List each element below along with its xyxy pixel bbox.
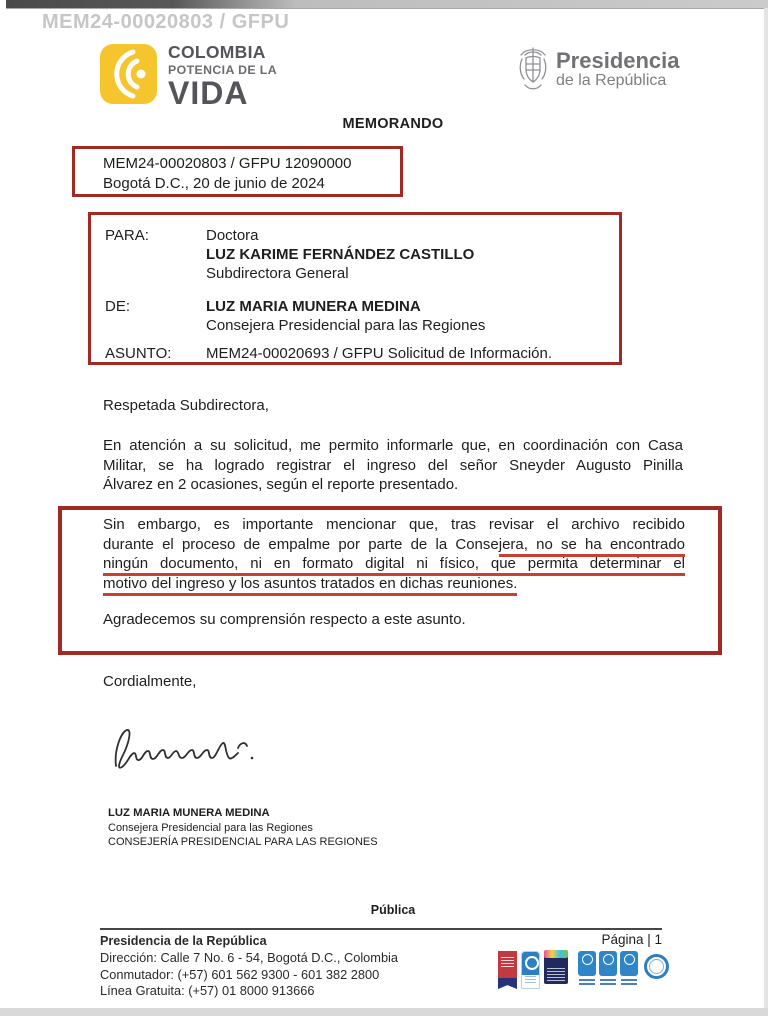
thanks-line: Agradecemos su comprensión respecto a este asunto.	[103, 611, 466, 628]
badge-icontec-cert-1	[578, 951, 596, 976]
de-label: DE:	[105, 298, 131, 315]
text-line: Militar, se ha logrado registrar el ingreso del señor Sneyder Augusto Pinilla	[103, 456, 683, 474]
colombia-logo	[100, 44, 277, 109]
red-underline: jera, no se ha encontrado	[499, 536, 685, 557]
footer-org: Presidencia de la República	[100, 934, 267, 948]
signer-office: CONSEJERÍA PRESIDENCIAL PARA LAS REGIONES	[108, 836, 378, 848]
colombia-word: COLOMBIA	[168, 42, 266, 62]
para-label: PARA:	[105, 227, 149, 244]
viewer-top-bar	[6, 0, 768, 9]
reference-number: MEM24-00020803 / GFPU 12090000	[103, 155, 352, 172]
signer-name: LUZ MARIA MUNERA MEDINA	[108, 807, 270, 819]
de-value	[206, 297, 619, 335]
colombia-logo-text	[168, 44, 277, 109]
highlight-annotation-box	[58, 506, 722, 655]
text-line: durante el proceso de empalme por parte de la Consejera, no se ha encontrado	[103, 535, 685, 555]
para-name: LUZ KARIME FERNÁNDEZ CASTILLO	[206, 246, 475, 263]
colombia-vida: VIDA	[168, 74, 249, 111]
highlighted-paragraph	[103, 515, 685, 593]
para-salutation: Doctora	[206, 227, 259, 244]
badge-great-place-to-work	[498, 951, 517, 978]
signer-block	[108, 806, 378, 850]
text-line: Álvarez en 2 ocasiones, según el reporte presentado.	[103, 476, 459, 493]
para-title: Subdirectora General	[206, 265, 349, 282]
de-name: LUZ MARIA MUNERA MEDINA	[206, 298, 421, 315]
footer-divider	[100, 928, 662, 930]
red-underline: motivo del ingreso y los asuntos tratados en dichas reuniones.	[103, 575, 517, 596]
salutation: Respetada Subdirectora,	[103, 397, 269, 414]
footer-free-line: Línea Gratuita: (+57) 01 8000 913666	[100, 983, 315, 999]
asunto-label: ASUNTO:	[105, 345, 172, 362]
footer-switchboard: Conmutador: (+57) 601 562 9300 - 601 382 2800	[100, 966, 380, 982]
reference-date: Bogotá D.C., 20 de junio de 2024	[103, 175, 325, 192]
classification-label: Pública	[370, 903, 416, 917]
para-value	[206, 226, 619, 283]
recipients-annotation-box	[88, 212, 622, 365]
presidencia-line1: Presidencia	[556, 48, 680, 73]
asunto-value: MEM24-00020693 / GFPU Solicitud de Información.	[206, 345, 553, 362]
badge-round-seal	[644, 954, 669, 979]
page-right-edge	[764, 8, 768, 1016]
closing-line: Cordialmente,	[103, 673, 197, 690]
text-line	[103, 554, 685, 574]
text-line: Sin embargo, es importante mencionar que, tras revisar el archivo recibido	[103, 516, 685, 533]
text-line: En atención a su solicitud, me permito informarle que, en coordinación con Casa	[103, 437, 683, 454]
body-paragraph-1	[103, 436, 683, 495]
colombia-logo-icon	[100, 44, 157, 104]
reference-annotation-box	[72, 146, 403, 197]
presidencia-logo-text	[556, 45, 680, 90]
badge-icontec-cert-3	[620, 951, 638, 976]
signer-title: Consejera Presidencial para las Regiones	[108, 821, 313, 834]
presidencia-line2: de la República	[556, 72, 667, 90]
de-title: Consejera Presidencial para las Regiones	[206, 317, 486, 334]
memo-title: MEMORANDO	[342, 116, 444, 132]
footer-contact-block	[100, 933, 398, 1000]
presidencia-logo	[517, 45, 680, 95]
red-underline: ningún documento, ni en formato digital ni físico, que permita determinar el	[103, 555, 685, 576]
footer-address: Dirección: Calle 7 No. 6 - 54, Bogotá D.C., Colombia	[100, 949, 399, 965]
certification-badges	[498, 951, 669, 989]
signature-image	[108, 720, 256, 785]
presidencia-crest-icon	[517, 45, 549, 95]
page-bottom-edge	[0, 1008, 768, 1016]
text-line	[103, 574, 685, 594]
badge-elite-award	[544, 954, 568, 984]
page-indicator: Página | 1	[601, 932, 662, 947]
colombia-tagline: POTENCIA DE LA	[168, 62, 277, 77]
badge-certification-ribbon	[521, 951, 540, 989]
viewer-title: MEM24-00020803 / GFPU	[42, 11, 290, 33]
badge-icontec-cert-2	[599, 951, 617, 976]
